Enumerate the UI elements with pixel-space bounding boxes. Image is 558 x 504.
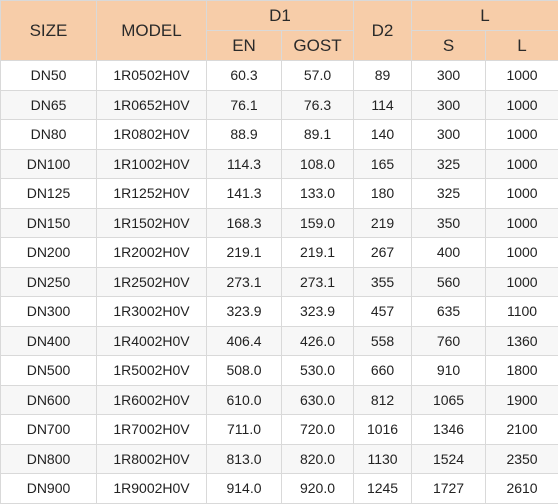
cell-l-l: 1000 — [486, 90, 558, 120]
cell-model: 1R6002H0V — [97, 385, 207, 415]
cell-l-s: 910 — [412, 356, 486, 386]
header-d1-en: EN — [207, 31, 282, 61]
cell-d1-gost: 89.1 — [282, 120, 354, 150]
cell-size: DN600 — [1, 385, 97, 415]
cell-d1-gost: 820.0 — [282, 444, 354, 474]
header-d2: D2 — [354, 1, 412, 61]
cell-d2: 180 — [354, 179, 412, 209]
cell-l-l: 1000 — [486, 179, 558, 209]
cell-l-s: 1727 — [412, 474, 486, 504]
cell-d1-gost: 133.0 — [282, 179, 354, 209]
cell-d1-gost: 108.0 — [282, 149, 354, 179]
cell-l-s: 325 — [412, 149, 486, 179]
table-body — [1, 61, 558, 504]
cell-l-l: 1000 — [486, 149, 558, 179]
cell-d2: 355 — [354, 267, 412, 297]
cell-d1-en: 168.3 — [207, 208, 282, 238]
cell-l-l: 1000 — [486, 238, 558, 268]
cell-size: DN125 — [1, 179, 97, 209]
cell-model: 1R1502H0V — [97, 208, 207, 238]
cell-l-l: 1360 — [486, 326, 558, 356]
cell-l-s: 400 — [412, 238, 486, 268]
cell-d1-en: 219.1 — [207, 238, 282, 268]
cell-l-s: 635 — [412, 297, 486, 327]
cell-size: DN50 — [1, 61, 97, 91]
table-row — [1, 61, 558, 91]
cell-l-s: 300 — [412, 90, 486, 120]
cell-d1-en: 76.1 — [207, 90, 282, 120]
header-row-top — [1, 1, 558, 31]
cell-size: DN800 — [1, 444, 97, 474]
cell-size: DN100 — [1, 149, 97, 179]
cell-model: 1R4002H0V — [97, 326, 207, 356]
cell-d1-gost: 219.1 — [282, 238, 354, 268]
cell-d1-en: 60.3 — [207, 61, 282, 91]
cell-size: DN900 — [1, 474, 97, 504]
cell-model: 1R8002H0V — [97, 444, 207, 474]
cell-model: 1R1252H0V — [97, 179, 207, 209]
cell-model: 1R0652H0V — [97, 90, 207, 120]
cell-model: 1R9002H0V — [97, 474, 207, 504]
cell-d1-gost: 720.0 — [282, 415, 354, 445]
cell-d1-gost: 426.0 — [282, 326, 354, 356]
table-row — [1, 120, 558, 150]
cell-d2: 558 — [354, 326, 412, 356]
cell-d1-en: 914.0 — [207, 474, 282, 504]
cell-l-l: 1000 — [486, 208, 558, 238]
cell-d1-en: 406.4 — [207, 326, 282, 356]
cell-model: 1R2502H0V — [97, 267, 207, 297]
cell-l-l: 1900 — [486, 385, 558, 415]
table-row — [1, 297, 558, 327]
cell-model: 1R1002H0V — [97, 149, 207, 179]
cell-d2: 89 — [354, 61, 412, 91]
table-header — [1, 1, 558, 61]
cell-size: DN65 — [1, 90, 97, 120]
cell-d1-gost: 159.0 — [282, 208, 354, 238]
cell-l-s: 300 — [412, 61, 486, 91]
cell-d2: 219 — [354, 208, 412, 238]
cell-l-s: 1065 — [412, 385, 486, 415]
cell-model: 1R2002H0V — [97, 238, 207, 268]
table-row — [1, 326, 558, 356]
header-l-s: S — [412, 31, 486, 61]
cell-d1-en: 813.0 — [207, 444, 282, 474]
table-row — [1, 444, 558, 474]
cell-size: DN200 — [1, 238, 97, 268]
cell-size: DN400 — [1, 326, 97, 356]
cell-d1-en: 141.3 — [207, 179, 282, 209]
cell-l-s: 350 — [412, 208, 486, 238]
table-row — [1, 356, 558, 386]
cell-size: DN150 — [1, 208, 97, 238]
cell-size: DN250 — [1, 267, 97, 297]
cell-d2: 1245 — [354, 474, 412, 504]
cell-l-l: 2610 — [486, 474, 558, 504]
table-row — [1, 179, 558, 209]
cell-l-l: 1000 — [486, 120, 558, 150]
table-row — [1, 474, 558, 504]
table-row — [1, 385, 558, 415]
cell-l-l: 1100 — [486, 297, 558, 327]
cell-model: 1R3002H0V — [97, 297, 207, 327]
cell-d2: 660 — [354, 356, 412, 386]
table-row — [1, 415, 558, 445]
cell-d1-gost: 530.0 — [282, 356, 354, 386]
header-model: MODEL — [97, 1, 207, 61]
cell-d1-en: 610.0 — [207, 385, 282, 415]
header-d1: D1 — [207, 1, 354, 31]
cell-l-l: 2350 — [486, 444, 558, 474]
cell-d2: 1016 — [354, 415, 412, 445]
table-row — [1, 90, 558, 120]
table-row — [1, 238, 558, 268]
cell-d2: 1130 — [354, 444, 412, 474]
cell-d1-gost: 57.0 — [282, 61, 354, 91]
cell-l-s: 560 — [412, 267, 486, 297]
table-row — [1, 208, 558, 238]
cell-l-s: 325 — [412, 179, 486, 209]
cell-d1-gost: 630.0 — [282, 385, 354, 415]
cell-model: 1R0802H0V — [97, 120, 207, 150]
cell-size: DN500 — [1, 356, 97, 386]
cell-l-l: 1000 — [486, 61, 558, 91]
cell-d2: 812 — [354, 385, 412, 415]
cell-d2: 114 — [354, 90, 412, 120]
cell-d1-en: 711.0 — [207, 415, 282, 445]
cell-size: DN700 — [1, 415, 97, 445]
cell-model: 1R0502H0V — [97, 61, 207, 91]
header-d1-gost: GOST — [282, 31, 354, 61]
cell-l-s: 760 — [412, 326, 486, 356]
cell-l-l: 1800 — [486, 356, 558, 386]
cell-size: DN300 — [1, 297, 97, 327]
cell-d2: 140 — [354, 120, 412, 150]
cell-d1-en: 273.1 — [207, 267, 282, 297]
cell-d1-en: 114.3 — [207, 149, 282, 179]
cell-d2: 457 — [354, 297, 412, 327]
cell-l-s: 300 — [412, 120, 486, 150]
cell-size: DN80 — [1, 120, 97, 150]
cell-d1-gost: 76.3 — [282, 90, 354, 120]
cell-d1-gost: 323.9 — [282, 297, 354, 327]
cell-d1-gost: 273.1 — [282, 267, 354, 297]
header-l-l: L — [486, 31, 558, 61]
cell-model: 1R7002H0V — [97, 415, 207, 445]
cell-d1-gost: 920.0 — [282, 474, 354, 504]
header-size: SIZE — [1, 1, 97, 61]
cell-d1-en: 88.9 — [207, 120, 282, 150]
cell-l-s: 1346 — [412, 415, 486, 445]
cell-l-l: 1000 — [486, 267, 558, 297]
cell-l-l: 2100 — [486, 415, 558, 445]
table-row — [1, 149, 558, 179]
cell-model: 1R5002H0V — [97, 356, 207, 386]
cell-l-s: 1524 — [412, 444, 486, 474]
cell-d1-en: 508.0 — [207, 356, 282, 386]
cell-d2: 165 — [354, 149, 412, 179]
cell-d2: 267 — [354, 238, 412, 268]
header-l-group: L — [412, 1, 558, 31]
table-row — [1, 267, 558, 297]
cell-d1-en: 323.9 — [207, 297, 282, 327]
